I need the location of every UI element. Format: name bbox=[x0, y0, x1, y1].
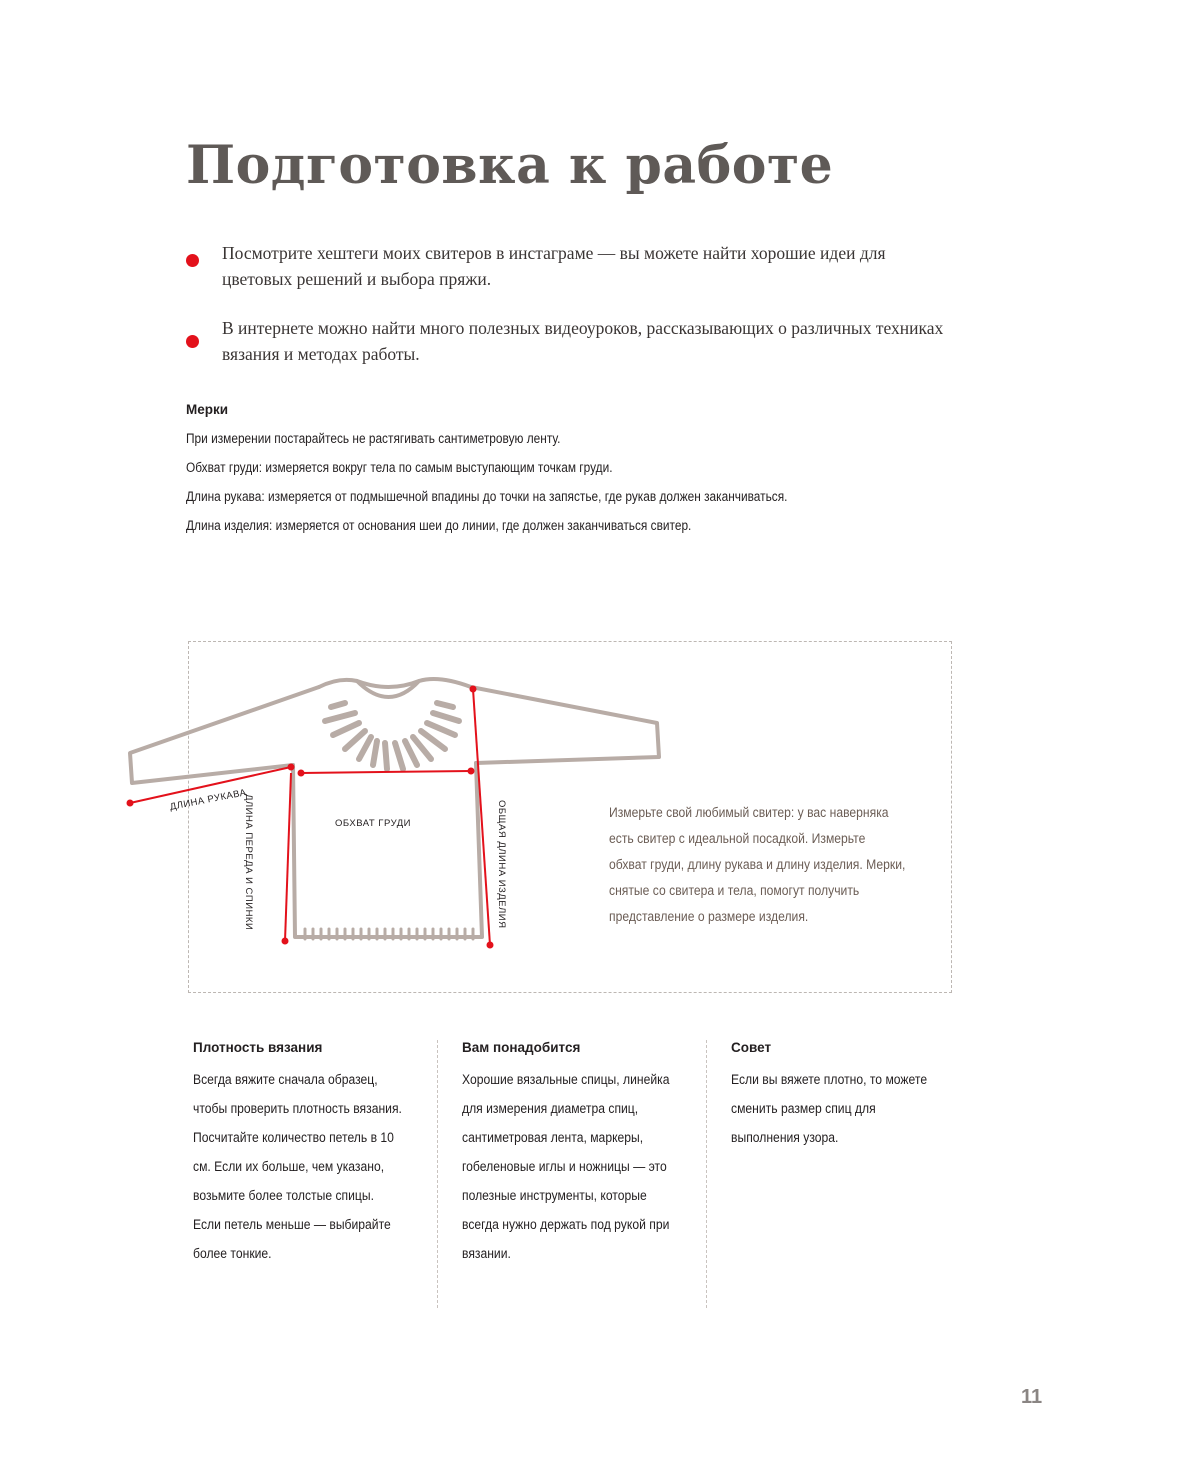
column-divider bbox=[437, 1040, 438, 1308]
measurements-line: Длина рукава: измеряется от подмышечной впадины до точки на запястье, где рукав должен заканчиваться. bbox=[186, 489, 788, 504]
label-sleeve-length: ДЛИНА РУКАВА bbox=[169, 787, 248, 813]
measurements-line: Длина изделия: измеряется от основания шеи до линии, где должен заканчиваться свитер. bbox=[186, 518, 692, 533]
tip-text: В интернете можно найти много полезных видеоуроков, рассказывающих о различных техниках вязания и методах работы. bbox=[222, 318, 944, 364]
label-total-length: ОБЩАЯ ДЛИНА ИЗДЕЛИЯ bbox=[496, 800, 507, 929]
info-column bbox=[462, 1040, 697, 1268]
info-column bbox=[731, 1040, 966, 1152]
diagram-caption: Измерьте свой любимый свитер: у вас наверняка есть свитер с идеальной посадкой. Измерьте обхват груди, длину рукава и длину изделия. Мерки, снятые со свитера и тела, помогут получить представление о размере изделия. bbox=[609, 805, 906, 924]
column-divider bbox=[706, 1040, 707, 1308]
measurements-heading: Мерки bbox=[186, 402, 229, 417]
column-text: Хорошие вязальные спицы, линейка для измерения диаметра спиц, сантиметровая лента, маркеры, гобеленовые иглы и ножницы — это полезные инструменты, которые всегда нужно держать под рукой при вязании. bbox=[462, 1072, 670, 1261]
column-heading: Плотность вязания bbox=[193, 1040, 323, 1055]
column-text: Всегда вяжите сначала образец, чтобы проверить плотность вязания. Посчитайте количество петель в 10 см. Если их больше, чем указано, возьмите более толстые спицы. Если петель меньше — выбирайте более тонкие. bbox=[193, 1072, 402, 1261]
measurements-section bbox=[186, 402, 1006, 540]
label-chest: ОБХВАТ ГРУДИ bbox=[335, 818, 411, 829]
measurements-line: Обхват груди: измеряется вокруг тела по самым выступающим точкам груди. bbox=[186, 460, 613, 475]
page-number: 11 bbox=[1021, 1386, 1043, 1408]
tip-bullet bbox=[186, 315, 946, 367]
column-heading: Совет bbox=[731, 1040, 772, 1055]
info-column bbox=[193, 1040, 428, 1268]
sweater-diagram-box bbox=[169, 641, 952, 993]
measurements-line: При измерении постарайтесь не растягивать сантиметровую ленту. bbox=[186, 431, 561, 446]
label-front-back-length: ДЛИНА ПЕРЕДА И СПИНКИ bbox=[243, 794, 254, 931]
page-title: Подготовка к работе bbox=[186, 135, 834, 196]
red-bullet-icon bbox=[186, 254, 199, 267]
column-text: Если вы вяжете плотно, то можете сменить размер спиц для выполнения узора. bbox=[731, 1072, 928, 1145]
tip-bullet bbox=[186, 240, 946, 292]
tip-text: Посмотрите хештеги моих свитеров в инстаграме — вы можете найти хорошие идеи для цветовых решений и выбора пряжи. bbox=[222, 243, 886, 289]
column-heading: Вам понадобится bbox=[462, 1040, 581, 1055]
red-bullet-icon bbox=[186, 335, 199, 348]
